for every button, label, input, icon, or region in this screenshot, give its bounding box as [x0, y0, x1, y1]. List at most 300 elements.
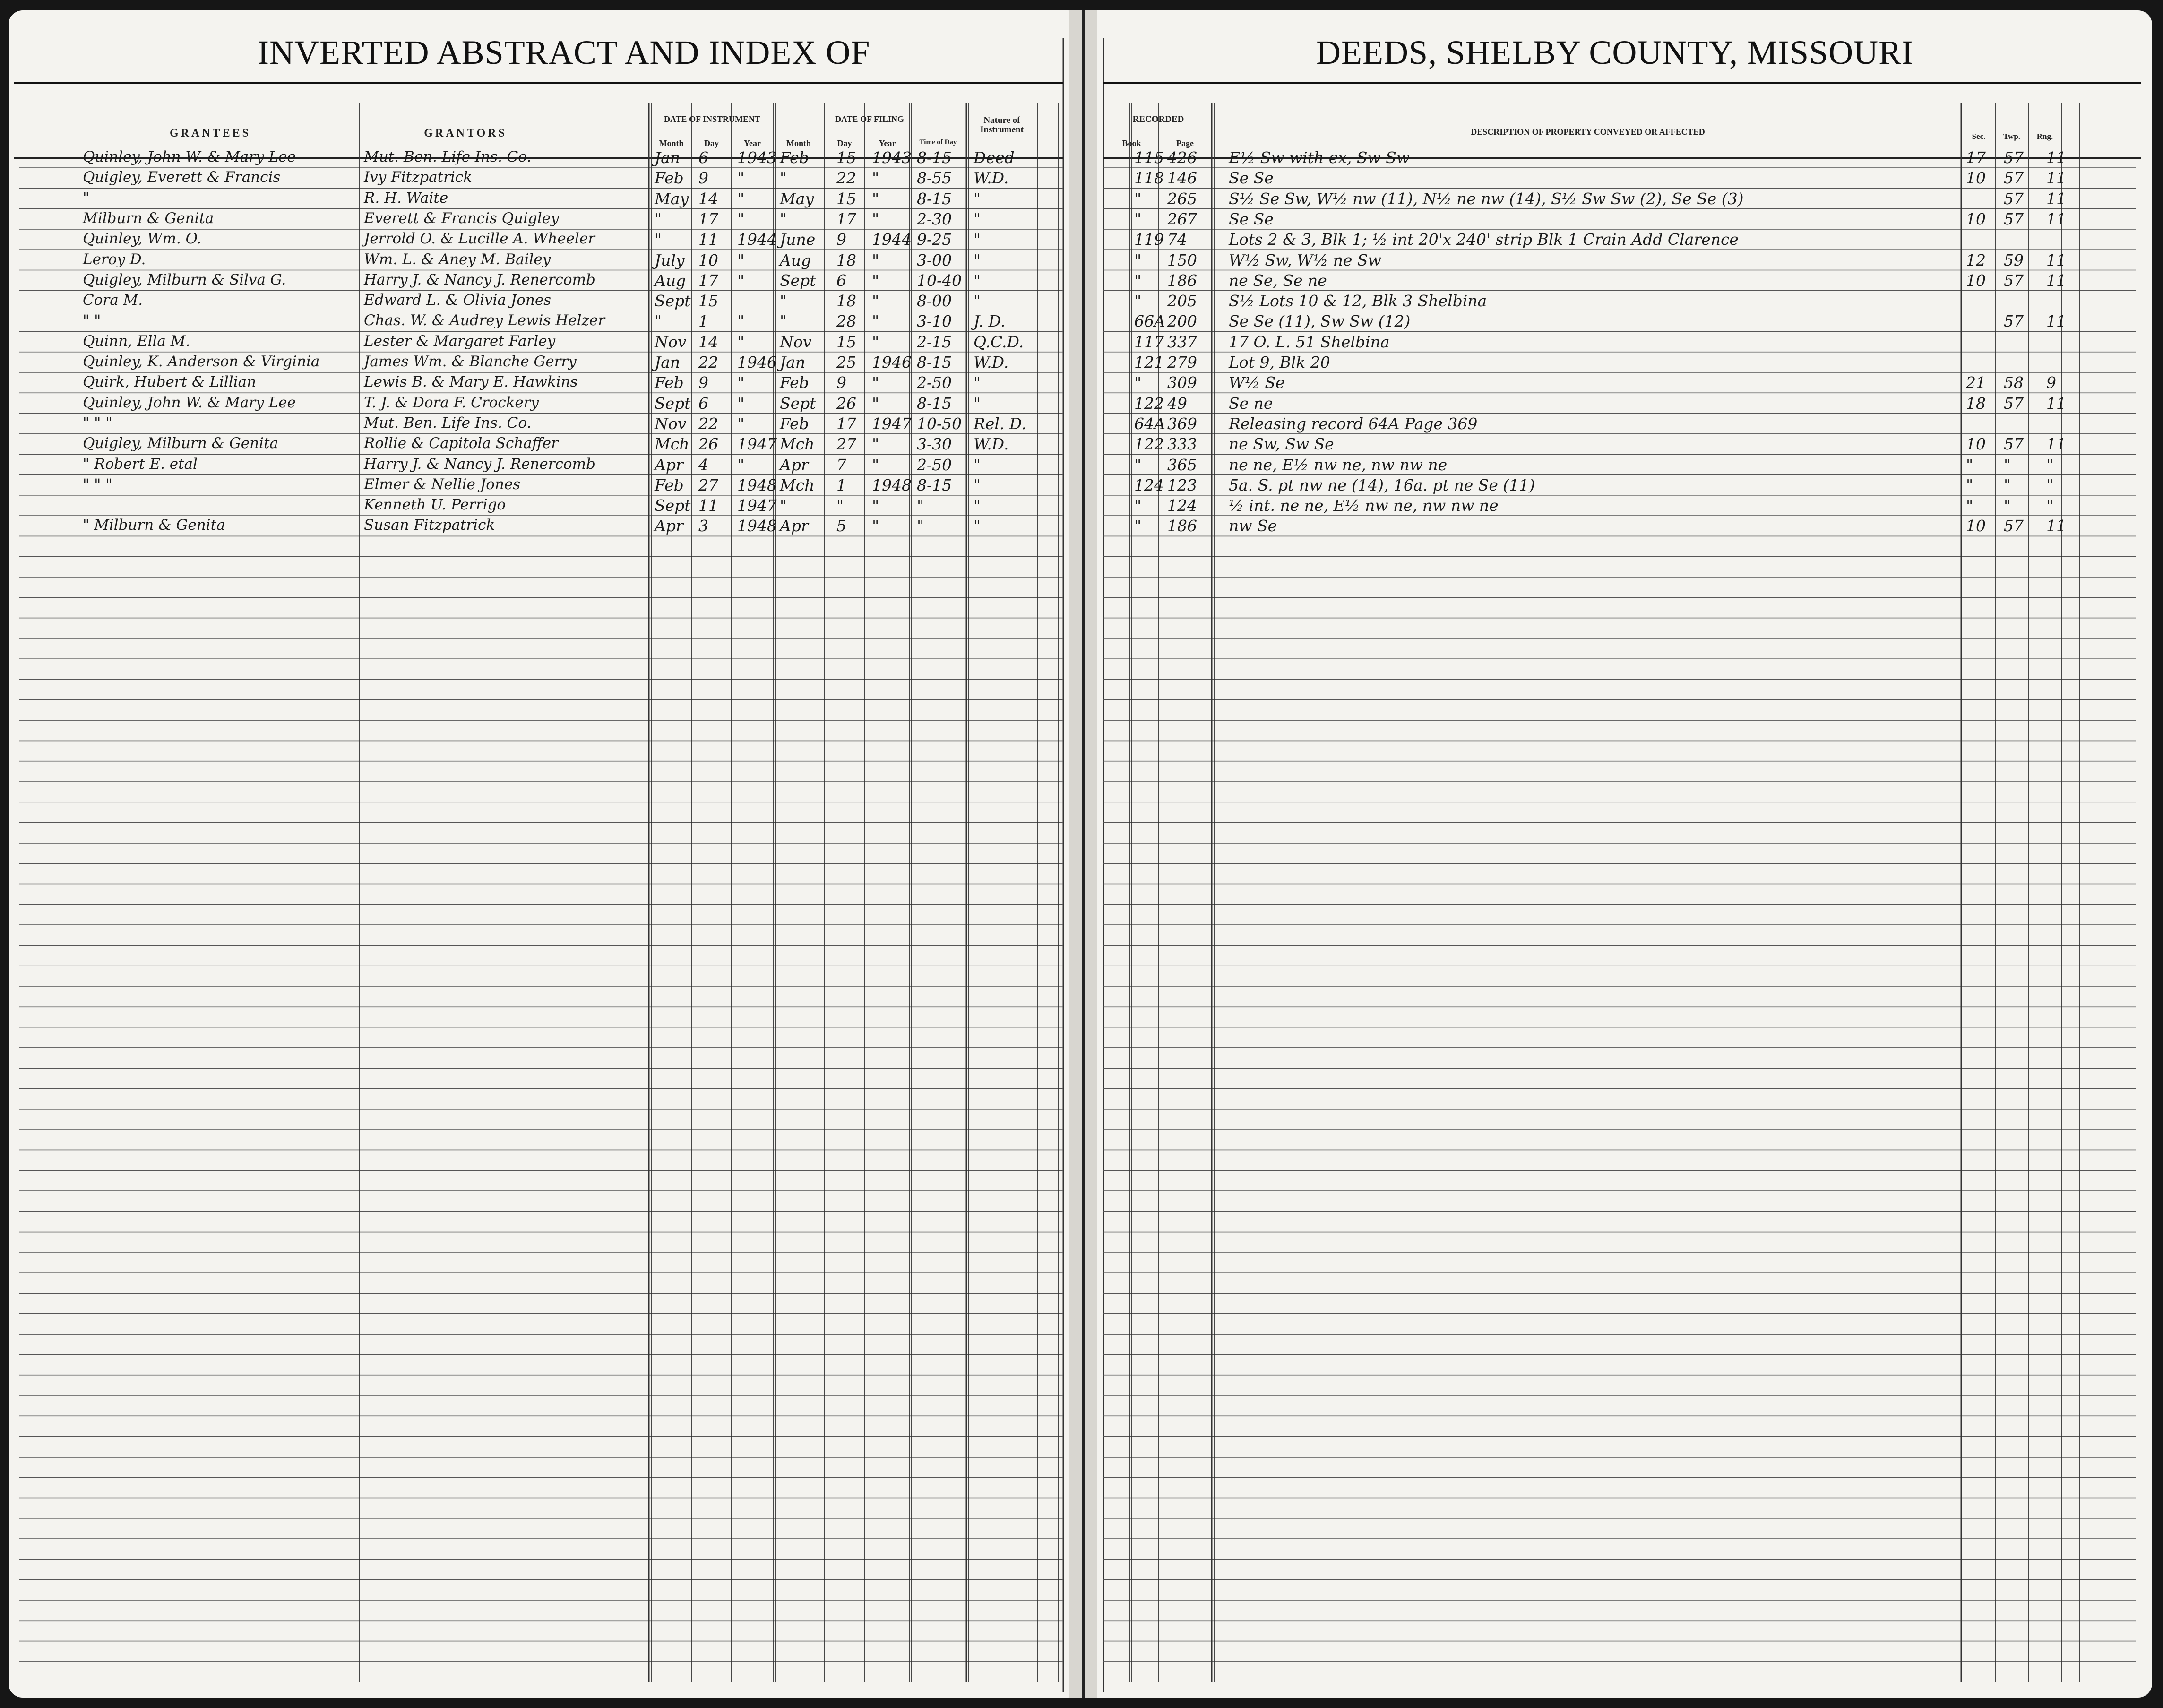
entry-f-month: Aug — [780, 250, 811, 269]
entry-rng: 11 — [2046, 209, 2066, 228]
entry-twp: 58 — [2004, 373, 2024, 392]
entry-nature: " — [974, 271, 981, 290]
entry-time: 10-40 — [917, 271, 962, 290]
entry-desc: 17 O. L. 51 Shelbina — [1229, 332, 1390, 351]
entry-time: 3-30 — [917, 435, 952, 454]
entry-nature: " — [974, 455, 981, 474]
entry-grantor: T. J. & Dora F. Crockery — [364, 394, 539, 411]
entry-page: 146 — [1167, 169, 1197, 188]
entry-grantor: Everett & Francis Quigley — [364, 209, 559, 227]
entry-grantor: Rollie & Capitola Schaffer — [364, 435, 558, 452]
entry-grantee: Quirk, Hubert & Lillian — [83, 373, 257, 391]
entry-i-month: Aug — [655, 271, 686, 290]
entry-i-year: 1947 — [737, 435, 777, 454]
entry-f-year: " — [872, 394, 879, 413]
entry-f-year: " — [872, 312, 879, 331]
entry-f-day: 15 — [836, 148, 856, 167]
entry-nature: Rel. D. — [974, 414, 1026, 433]
entry-desc: Releasing record 64A Page 369 — [1229, 414, 1478, 433]
entry-book: " — [1134, 209, 1142, 228]
col-file-day: Day — [837, 138, 852, 148]
entry-i-month: Sept — [655, 292, 691, 311]
entry-i-day: 27 — [698, 475, 718, 494]
entry-f-day: 1 — [836, 475, 846, 494]
entry-i-year: 1944 — [737, 230, 777, 249]
entry-f-day: 28 — [836, 312, 856, 331]
col-file-month: Month — [786, 138, 811, 148]
entry-i-day: 15 — [698, 292, 718, 311]
entry-f-month: " — [780, 496, 787, 515]
entry-i-year: " — [737, 312, 745, 331]
col-description: DESCRIPTION OF PROPERTY CONVEYED OR AFFECTED — [1471, 127, 1705, 137]
entry-grantor: Harry J. & Nancy J. Renercomb — [364, 455, 595, 473]
entry-book: " — [1134, 517, 1142, 535]
entry-f-day: 9 — [836, 373, 846, 392]
entry-grantee: " " " — [83, 475, 112, 493]
entry-desc: W½ Se — [1229, 373, 1285, 392]
entry-desc: nw Se — [1229, 517, 1277, 535]
entry-rng: 11 — [2046, 169, 2066, 188]
entry-grantee: " " — [83, 312, 101, 329]
entry-f-year: " — [872, 250, 879, 269]
entry-f-day: " — [836, 496, 844, 515]
entry-f-day: 27 — [836, 435, 856, 454]
entry-grantee: Quinley, John W. & Mary Lee — [83, 148, 296, 165]
entry-i-year: " — [737, 414, 745, 433]
entry-rng: 11 — [2046, 250, 2066, 269]
entry-f-day: 17 — [836, 414, 856, 433]
entry-i-year: " — [737, 394, 745, 413]
entry-f-month: " — [780, 312, 787, 331]
entry-f-year: " — [872, 496, 879, 515]
entry-i-day: 4 — [698, 455, 708, 474]
entry-desc: Lot 9, Blk 20 — [1229, 353, 1330, 371]
entry-i-month: Feb — [655, 373, 684, 392]
entry-book: 115 — [1134, 148, 1164, 167]
entry-f-month: " — [780, 292, 787, 311]
entry-f-year: " — [872, 332, 879, 351]
entry-desc: S½ Lots 10 & 12, Blk 3 Shelbina — [1229, 292, 1487, 311]
entry-desc: Se Se (11), Sw Sw (12) — [1229, 312, 1411, 331]
col-date-of-filing: DATE OF FILING — [835, 114, 904, 124]
entry-i-year: " — [737, 169, 745, 188]
entry-twp: 57 — [2004, 517, 2024, 535]
entry-nature: " — [974, 373, 981, 392]
entry-f-year: " — [872, 169, 879, 188]
entry-nature: " — [974, 230, 981, 249]
entry-f-day: 5 — [836, 517, 846, 535]
entry-f-year: 1946 — [872, 353, 912, 371]
entry-sec: 10 — [1966, 435, 1986, 454]
entry-i-month: May — [655, 189, 689, 208]
entry-i-month: Jan — [655, 353, 681, 371]
entry-desc: Se Se — [1229, 209, 1274, 228]
entry-sec: " — [1966, 496, 1973, 515]
entry-i-day: 3 — [698, 517, 708, 535]
entry-rng: " — [2046, 496, 2054, 515]
entry-i-month: " — [655, 230, 662, 249]
entry-grantor: Mut. Ben. Life Ins. Co. — [364, 148, 532, 165]
entry-twp: " — [2004, 455, 2011, 474]
entry-grantor: R. H. Waite — [364, 189, 448, 207]
entry-book: 122 — [1134, 435, 1164, 454]
entry-twp: 57 — [2004, 209, 2024, 228]
entry-f-month: Sept — [780, 394, 816, 413]
entry-f-month: Nov — [780, 332, 812, 351]
entry-rng: 9 — [2046, 373, 2056, 392]
entry-f-year: " — [872, 373, 879, 392]
entry-i-year: 1947 — [737, 496, 777, 515]
entry-time: 8-00 — [917, 292, 952, 311]
entry-time: 10-50 — [917, 414, 962, 433]
entry-book: " — [1134, 455, 1142, 474]
entry-f-year: " — [872, 517, 879, 535]
entry-i-year: " — [737, 250, 745, 269]
entry-f-day: 26 — [836, 394, 856, 413]
entry-twp: 57 — [2004, 189, 2024, 208]
entry-grantee: Quinn, Ella M. — [83, 332, 190, 350]
entry-nature: " — [974, 189, 981, 208]
entry-page: 186 — [1167, 517, 1197, 535]
entry-sec: 10 — [1966, 209, 1986, 228]
entry-twp: " — [2004, 496, 2011, 515]
entry-i-month: Jan — [655, 148, 681, 167]
entry-i-day: 26 — [698, 435, 718, 454]
entry-time: 8-15 — [917, 189, 952, 208]
entry-desc: W½ Sw, W½ ne Sw — [1229, 250, 1381, 269]
entry-grantee: Milburn & Genita — [83, 209, 214, 227]
entry-grantor: Chas. W. & Audrey Lewis Helzer — [364, 312, 605, 329]
entry-f-month: Apr — [780, 455, 809, 474]
entry-grantee: Quinley, Wm. O. — [83, 230, 202, 248]
entry-desc: ne ne, E½ nw ne, nw nw ne — [1229, 455, 1448, 474]
entry-grantor: Jerrold O. & Lucille A. Wheeler — [364, 230, 595, 248]
entry-time: 8-15 — [917, 353, 952, 371]
entry-i-month: Nov — [655, 332, 687, 351]
col-twp: Twp. — [2003, 132, 2021, 141]
entry-grantee: " Robert E. etal — [83, 455, 198, 473]
entry-f-day: 6 — [836, 271, 846, 290]
entry-f-year: " — [872, 189, 879, 208]
entry-book: " — [1134, 189, 1142, 208]
entry-book: 124 — [1134, 475, 1164, 494]
entry-i-day: 22 — [698, 414, 718, 433]
entry-book: 121 — [1134, 353, 1164, 371]
entry-f-month: May — [780, 189, 814, 208]
entry-f-day: 25 — [836, 353, 856, 371]
entry-i-day: 1 — [698, 312, 708, 331]
entry-sec: 10 — [1966, 169, 1986, 188]
entry-i-day: 9 — [698, 169, 708, 188]
entry-rng: 11 — [2046, 517, 2066, 535]
col-time-of-day: Time of Day — [919, 138, 957, 146]
entry-grantee: " Milburn & Genita — [83, 517, 225, 534]
entry-i-day: 22 — [698, 353, 718, 371]
entry-page: 337 — [1167, 332, 1197, 351]
entry-grantor: Lewis B. & Mary E. Hawkins — [364, 373, 578, 391]
entry-f-month: Feb — [780, 414, 809, 433]
entry-twp: 57 — [2004, 148, 2024, 167]
entry-f-year: " — [872, 271, 879, 290]
entry-page: 200 — [1167, 312, 1197, 331]
entry-time: 2-30 — [917, 209, 952, 228]
entry-i-year: 1948 — [737, 475, 777, 494]
entry-sec: 18 — [1966, 394, 1986, 413]
entry-nature: " — [974, 475, 981, 494]
entry-grantor: Elmer & Nellie Jones — [364, 475, 521, 493]
col-inst-year: Year — [744, 138, 761, 148]
entry-i-day: 10 — [698, 250, 718, 269]
entry-i-month: Sept — [655, 394, 691, 413]
entry-time: 3-10 — [917, 312, 952, 331]
entry-nature: " — [974, 394, 981, 413]
entry-nature: " — [974, 496, 981, 515]
entry-page: 365 — [1167, 455, 1197, 474]
entry-time: " — [917, 496, 924, 515]
entry-nature: " — [974, 517, 981, 535]
entry-grantee: Quigley, Everett & Francis — [83, 169, 281, 186]
entry-sec: 10 — [1966, 517, 1986, 535]
entry-nature: W.D. — [974, 435, 1009, 454]
entry-grantee: " — [83, 189, 90, 207]
entry-i-month: " — [655, 209, 662, 228]
entry-grantee: " " " — [83, 414, 112, 431]
entry-grantor: Edward L. & Olivia Jones — [364, 292, 552, 309]
entry-grantor: Lester & Margaret Farley — [364, 332, 556, 350]
entry-twp: " — [2004, 475, 2011, 494]
col-recorded: RECORDED — [1132, 114, 1184, 124]
entry-time: 3-00 — [917, 250, 952, 269]
entry-page: 369 — [1167, 414, 1197, 433]
col-nature: Nature of Instrument — [980, 115, 1024, 135]
entry-rng: 11 — [2046, 271, 2066, 290]
entry-nature: " — [974, 250, 981, 269]
entry-grantee: Cora M. — [83, 292, 143, 309]
entry-i-month: " — [655, 312, 662, 331]
entry-grantee: Leroy D. — [83, 250, 146, 268]
entry-book: 66A — [1134, 312, 1165, 331]
entry-f-year: 1944 — [872, 230, 912, 249]
entry-grantee: Quigley, Milburn & Silva G. — [83, 271, 286, 288]
entry-desc: ne Sw, Sw Se — [1229, 435, 1334, 454]
entry-time: " — [917, 517, 924, 535]
entry-i-month: Apr — [655, 517, 683, 535]
entry-f-day: 9 — [836, 230, 846, 249]
entry-page: 205 — [1167, 292, 1197, 311]
entry-sec: 17 — [1966, 148, 1986, 167]
entry-i-month: Feb — [655, 475, 684, 494]
entry-grantee: Quinley, K. Anderson & Virginia — [83, 353, 320, 370]
entry-f-month: Feb — [780, 148, 809, 167]
entry-page: 150 — [1167, 250, 1197, 269]
col-inst-month: Month — [659, 138, 684, 148]
entry-i-day: 14 — [698, 332, 718, 351]
entry-rng: " — [2046, 475, 2054, 494]
entry-book: " — [1134, 373, 1142, 392]
entry-time: 9-25 — [917, 230, 952, 249]
entry-f-year: 1947 — [872, 414, 912, 433]
entry-page: 279 — [1167, 353, 1197, 371]
entry-f-month: Sept — [780, 271, 816, 290]
entry-rng: 11 — [2046, 435, 2066, 454]
entry-time: 2-50 — [917, 373, 952, 392]
entry-desc: 5a. S. pt nw ne (14), 16a. pt ne Se (11) — [1229, 475, 1535, 494]
entry-i-year: " — [737, 332, 745, 351]
entry-desc: ne Se, Se ne — [1229, 271, 1327, 290]
entry-f-year: " — [872, 292, 879, 311]
entry-i-day: 14 — [698, 189, 718, 208]
entry-f-month: Mch — [780, 475, 815, 494]
entry-time: 8-15 — [917, 148, 952, 167]
entry-book: " — [1134, 292, 1142, 311]
entry-book: 117 — [1134, 332, 1164, 351]
entry-page: 49 — [1167, 394, 1187, 413]
entry-book: " — [1134, 271, 1142, 290]
entry-f-month: " — [780, 209, 787, 228]
entry-rng: 11 — [2046, 189, 2066, 208]
entry-time: 8-15 — [917, 394, 952, 413]
entry-grantor: Mut. Ben. Life Ins. Co. — [364, 414, 532, 431]
entry-grantor: Susan Fitzpatrick — [364, 517, 495, 534]
entry-f-month: Apr — [780, 517, 809, 535]
entry-book: 119 — [1134, 230, 1164, 249]
entry-i-year: " — [737, 189, 745, 208]
entry-grantor: James Wm. & Blanche Gerry — [364, 353, 577, 370]
entry-book: " — [1134, 496, 1142, 515]
entry-grantor: Ivy Fitzpatrick — [364, 169, 473, 186]
entry-nature: Q.C.D. — [974, 332, 1024, 351]
entry-sec: " — [1966, 455, 1973, 474]
entry-i-month: Apr — [655, 455, 683, 474]
entry-page: 265 — [1167, 189, 1197, 208]
entry-page: 267 — [1167, 209, 1197, 228]
col-date-of-instrument: DATE OF INSTRUMENT — [664, 114, 761, 124]
entry-f-year: 1943 — [872, 148, 912, 167]
entry-f-day: 15 — [836, 332, 856, 351]
entry-i-year: 1948 — [737, 517, 777, 535]
entry-nature: J. D. — [974, 312, 1006, 331]
entry-i-day: 6 — [698, 148, 708, 167]
col-file-year: Year — [879, 138, 896, 148]
entry-time: 2-50 — [917, 455, 952, 474]
entry-desc: S½ Se Sw, W½ nw (11), N½ ne nw (14), S½ Sw Sw (2), Se Se (3) — [1229, 189, 1744, 208]
entry-i-day: 17 — [698, 209, 718, 228]
entry-i-month: Sept — [655, 496, 691, 515]
entry-desc: Lots 2 & 3, Blk 1; ½ int 20'x 240' strip Blk 1 Crain Add Clarence — [1229, 230, 1739, 249]
entry-i-year: " — [737, 271, 745, 290]
entry-twp: 57 — [2004, 169, 2024, 188]
entry-f-day: 18 — [836, 250, 856, 269]
col-inst-day: Day — [704, 138, 719, 148]
col-grantors: GRANTORS — [424, 127, 507, 139]
entry-twp: 57 — [2004, 312, 2024, 331]
entry-grantee: Quinley, John W. & Mary Lee — [83, 394, 296, 411]
col-rng: Rng. — [2036, 132, 2053, 141]
entry-i-year: " — [737, 373, 745, 392]
entry-f-month: Jan — [780, 353, 806, 371]
entry-desc: E½ Sw with ex, Sw Sw — [1229, 148, 1410, 167]
entry-i-day: 11 — [698, 496, 718, 515]
col-grantees: GRANTEES — [169, 127, 251, 139]
entry-grantee: Quigley, Milburn & Genita — [83, 435, 278, 452]
entry-i-day: 17 — [698, 271, 718, 290]
entry-page: 333 — [1167, 435, 1197, 454]
entry-page: 309 — [1167, 373, 1197, 392]
entry-page: 186 — [1167, 271, 1197, 290]
entry-sec: 21 — [1966, 373, 1986, 392]
entry-book: " — [1134, 250, 1142, 269]
entry-i-year: " — [737, 455, 745, 474]
entry-i-year: " — [737, 209, 745, 228]
entry-twp: 57 — [2004, 394, 2024, 413]
entry-page: 74 — [1167, 230, 1187, 249]
entry-rng: 11 — [2046, 312, 2066, 331]
entry-f-year: 1948 — [872, 475, 912, 494]
entry-f-day: 7 — [836, 455, 846, 474]
col-book: Book — [1122, 138, 1141, 148]
entry-f-year: " — [872, 209, 879, 228]
left-page-title: INVERTED ABSTRACT AND INDEX OF — [258, 34, 870, 71]
entry-nature: Deed — [974, 148, 1015, 167]
entry-nature: W.D. — [974, 353, 1009, 371]
entry-f-day: 22 — [836, 169, 856, 188]
entry-twp: 59 — [2004, 250, 2024, 269]
entry-sec: 12 — [1966, 250, 1986, 269]
entry-grantor: Wm. L. & Aney M. Bailey — [364, 250, 551, 268]
entry-grantor: Harry J. & Nancy J. Renercomb — [364, 271, 595, 288]
entry-i-day: 9 — [698, 373, 708, 392]
entry-f-day: 15 — [836, 189, 856, 208]
entry-f-month: Feb — [780, 373, 809, 392]
right-page-title: DEEDS, SHELBY COUNTY, MISSOURI — [1316, 34, 1914, 71]
entry-f-day: 17 — [836, 209, 856, 228]
entry-page: 123 — [1167, 475, 1197, 494]
entry-desc: Se Se — [1229, 169, 1274, 188]
entry-f-month: Mch — [780, 435, 815, 454]
entry-time: 8-55 — [917, 169, 952, 188]
entry-desc: Se ne — [1229, 394, 1273, 413]
entry-f-month: June — [780, 230, 816, 249]
entry-nature: " — [974, 209, 981, 228]
entry-i-year: 1943 — [737, 148, 777, 167]
entry-i-month: Mch — [655, 435, 689, 454]
entry-f-month: " — [780, 169, 787, 188]
entry-sec: 10 — [1966, 271, 1986, 290]
entry-rng: 11 — [2046, 148, 2066, 167]
entry-book: 118 — [1134, 169, 1164, 188]
entry-grantor: Kenneth U. Perrigo — [364, 496, 506, 514]
entry-book: 122 — [1134, 394, 1164, 413]
entry-page: 124 — [1167, 496, 1197, 515]
entry-f-year: " — [872, 455, 879, 474]
entry-i-month: Nov — [655, 414, 687, 433]
entry-twp: 57 — [2004, 271, 2024, 290]
entry-f-day: 18 — [836, 292, 856, 311]
entry-page: 426 — [1167, 148, 1197, 167]
entry-i-day: 6 — [698, 394, 708, 413]
col-sec: Sec. — [1972, 132, 1986, 141]
entry-time: 2-15 — [917, 332, 952, 351]
entry-desc: ½ int. ne ne, E½ nw ne, nw nw ne — [1229, 496, 1499, 515]
entry-time: 8-15 — [917, 475, 952, 494]
entry-i-month: Feb — [655, 169, 684, 188]
entry-rng: " — [2046, 455, 2054, 474]
col-page: Page — [1176, 138, 1194, 148]
entry-i-year: 1946 — [737, 353, 777, 371]
entry-nature: W.D. — [974, 169, 1009, 188]
entry-f-year: " — [872, 435, 879, 454]
entry-book: 64A — [1134, 414, 1165, 433]
